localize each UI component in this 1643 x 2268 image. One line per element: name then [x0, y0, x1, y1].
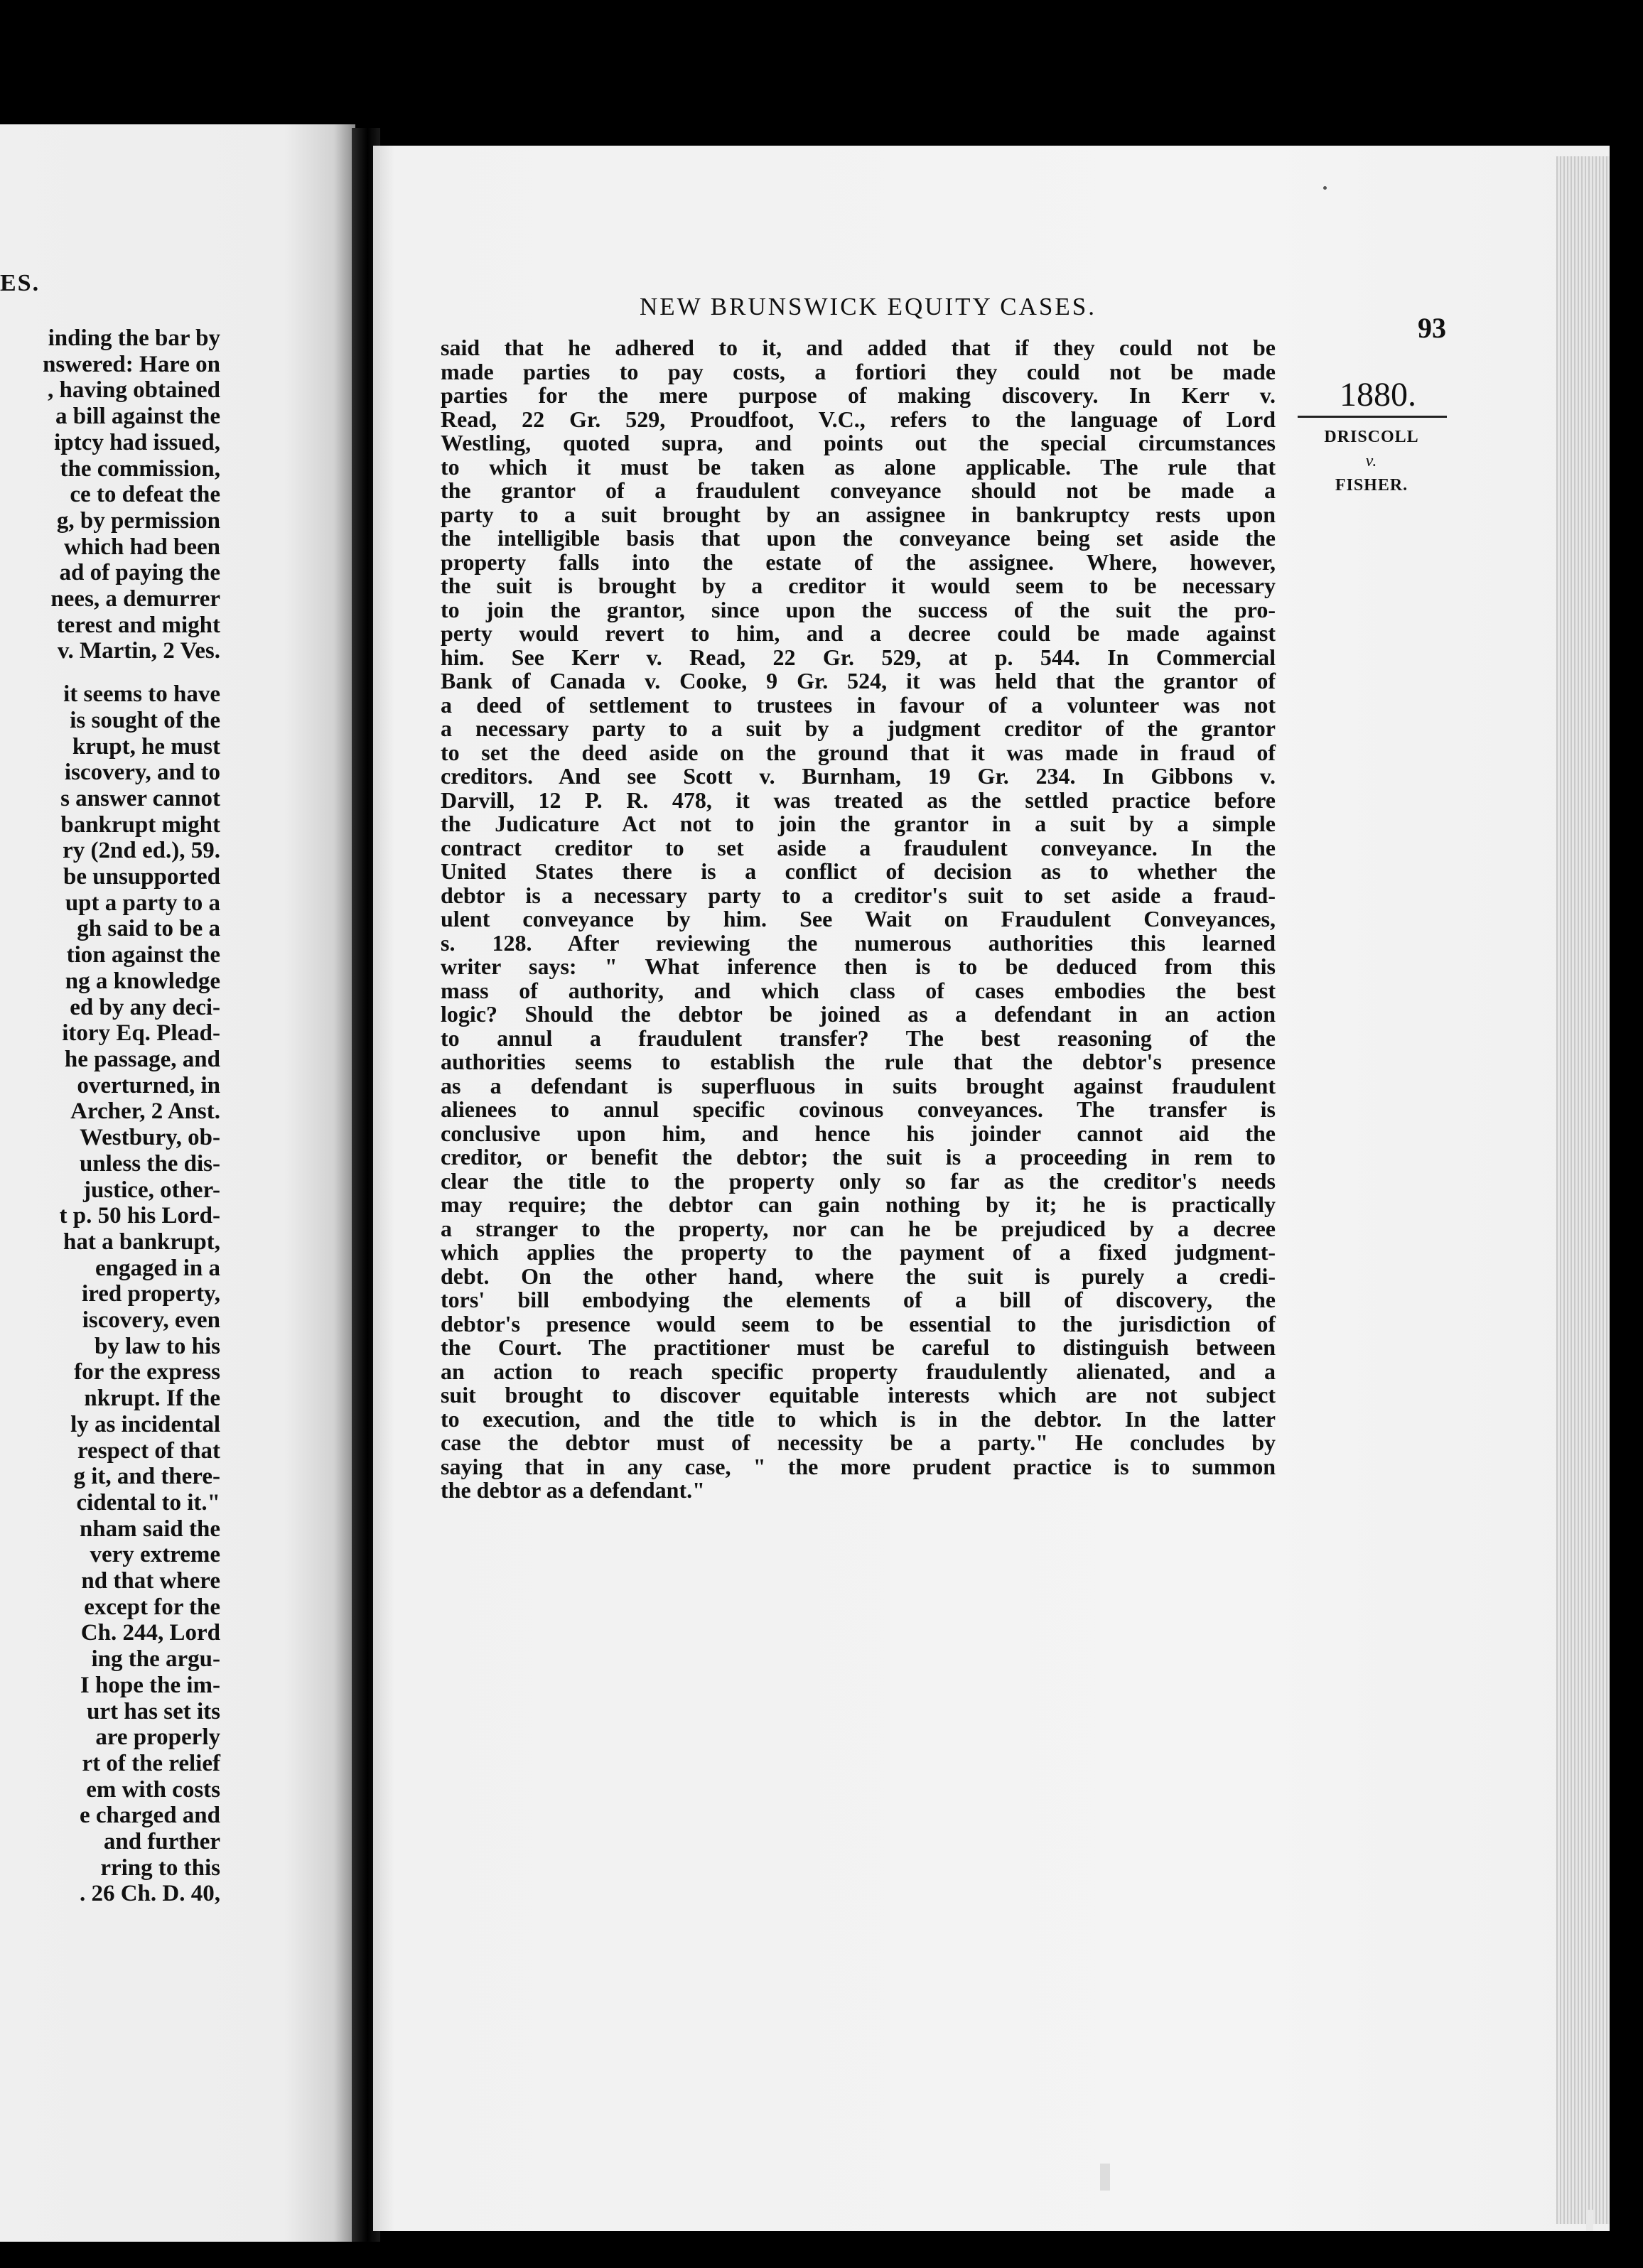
text-line: iscovery, and to: [64, 760, 220, 786]
text-line: to which it must be taken as alone applicable. The rule that: [441, 453, 1276, 480]
text-line: the intelligible basis that upon the conveyance being set aside the: [441, 525, 1276, 551]
text-line: and further: [103, 1829, 220, 1855]
text-line: logic? Should the debtor be joined as a defendant in an action: [441, 1001, 1276, 1027]
text-line: contract creditor to set aside a fraudulent conveyance. In the: [441, 834, 1276, 860]
text-line: ad of paying the: [59, 560, 220, 586]
text-line: Darvill, 12 P. R. 478, it was treated as the settled practice before: [441, 787, 1276, 813]
text-line: ing the argu-: [91, 1646, 220, 1673]
text-line: cidental to it.": [76, 1489, 220, 1516]
text-line: him. See Kerr v. Read, 22 Gr. 529, at p. 544. In Commercial: [441, 644, 1276, 670]
text-line: suit brought to discover equitable interests which are not subject: [441, 1382, 1276, 1408]
text-line: to join the grantor, since upon the success of the suit the pro-: [441, 596, 1276, 622]
text-line: krupt, he must: [72, 733, 220, 760]
text-line: the suit is brought by a creditor it would seem to be necessary: [441, 573, 1276, 598]
text-line: a necessary party to a suit by a judgment creditor of the grantor: [441, 716, 1276, 741]
text-line: by law to his: [95, 1333, 220, 1359]
text-line: debtor is a necessary party to a creditor's suit to set aside a fraud-: [441, 882, 1276, 908]
text-line: ce to defeat the: [70, 482, 220, 508]
text-line: the Court. The practitioner must be careful to distinguish between: [441, 1334, 1276, 1360]
text-line: alienees to annul specific covinous conveyances. The transfer is: [441, 1096, 1276, 1122]
text-line: e charged and: [80, 1803, 220, 1829]
text-line: ly as incidental: [70, 1411, 220, 1437]
text-line: justice, other-: [82, 1177, 220, 1203]
text-line: g it, and there-: [73, 1464, 220, 1490]
text-line: em with costs: [86, 1776, 220, 1803]
text-line: are properly: [95, 1724, 220, 1751]
case-caption: [1300, 425, 1443, 497]
body-text: [441, 336, 1276, 1503]
text-line: authorities seems to establish the rule that the debtor's presence: [441, 1049, 1276, 1074]
text-line: creditors. And see Scott v. Burnham, 19 Gr. 234. In Gibbons v.: [441, 763, 1276, 789]
text-line: as a defendant is superfluous in suits brought against fraudulent: [441, 1072, 1276, 1098]
text-line: iscovery, even: [82, 1307, 220, 1334]
text-line: ed by any deci-: [70, 994, 220, 1020]
text-line: rring to this: [100, 1854, 220, 1881]
text-line: mass of authority, and which class of cases embodies the best: [441, 977, 1276, 1003]
print-speck: [1100, 2164, 1110, 2191]
text-line: parties for the mere purpose of making discovery. In Kerr v.: [441, 382, 1276, 408]
text-line: ry (2nd ed.), 59.: [63, 838, 220, 864]
facing-page-left: [0, 124, 355, 2242]
text-line: ng a knowledge: [65, 968, 220, 994]
text-line: Westbury, ob-: [79, 1125, 220, 1151]
page-number: 93: [1418, 312, 1446, 344]
text-line: Archer, 2 Anst.: [70, 1098, 220, 1125]
text-line: clear the title to the property only so far as the creditor's needs: [441, 1167, 1276, 1194]
text-line: for the express: [74, 1359, 220, 1386]
text-line: respect of that: [77, 1437, 220, 1464]
text-line: a bill against the: [55, 404, 220, 430]
text-line: the commission,: [60, 455, 220, 482]
text-line: . 26 Ch. D. 40,: [79, 1881, 220, 1907]
text-line: Westling, quoted supra, and points out the special circumstances: [441, 430, 1276, 455]
text-line: to set the deed aside on the ground that it was made in fraud of: [441, 739, 1276, 765]
text-line: debt. On the other hand, where the suit is purely a credi-: [441, 1263, 1276, 1289]
text-line: itory Eq. Plead-: [62, 1020, 220, 1047]
text-line: t p. 50 his Lord-: [59, 1203, 220, 1229]
text-line: ired property,: [82, 1281, 220, 1307]
text-line: the Judicature Act not to join the grantor in a suit by a simple: [441, 811, 1276, 836]
text-line: United States there is a conflict of decision as to whether the: [441, 858, 1276, 884]
left-page-running-head: ES.: [0, 270, 41, 296]
text-line: said that he adhered to it, and added that if they could not be: [441, 335, 1276, 360]
text-line: a deed of settlement to trustees in favour of a volunteer was not: [441, 691, 1276, 718]
text-line: may require; the debtor can gain nothing by it; he is practically: [441, 1192, 1276, 1217]
text-line: nswered: Hare on: [43, 351, 220, 377]
left-page-text: [0, 325, 220, 1907]
case-party-1: DRISCOLL: [1324, 428, 1419, 446]
case-party-2: FISHER.: [1335, 476, 1408, 495]
text-line: s answer cannot: [60, 785, 220, 811]
text-line: bankrupt might: [60, 811, 220, 838]
text-line: it seems to have: [63, 681, 220, 708]
text-line: case the debtor must of necessity be a party." He concludes by: [441, 1430, 1276, 1455]
text-line: a stranger to the property, nor can he be prejudiced by a decree: [441, 1215, 1276, 1241]
text-line: inding the bar by: [48, 325, 220, 351]
case-versus: v.: [1365, 452, 1378, 470]
margin-year: 1880.: [1340, 376, 1416, 414]
text-line: s. 128. After reviewing the numerous authorities this learned: [441, 929, 1276, 956]
text-line: Ch. 244, Lord: [80, 1620, 220, 1646]
print-speck: [1586, 2210, 1593, 2231]
text-line: tors' bill embodying the elements of a bill of discovery, the: [441, 1287, 1276, 1312]
text-line: made parties to pay costs, a fortiori they could not be made: [441, 358, 1276, 384]
text-line: which had been: [63, 534, 220, 560]
text-line: Bank of Canada v. Cooke, 9 Gr. 524, it was held that the grantor of: [441, 668, 1276, 693]
text-line: , having obtained: [48, 377, 220, 404]
text-line: upt a party to a: [65, 890, 220, 916]
text-line: debtor's presence would seem to be essential to the jurisdiction of: [441, 1310, 1276, 1336]
running-head: NEW BRUNSWICK EQUITY CASES.: [640, 293, 1097, 320]
text-line: ulent conveyance by him. See Wait on Fraudulent Conveyances,: [441, 906, 1276, 932]
text-line: iptcy had issued,: [54, 429, 220, 455]
text-line: I hope the im-: [80, 1672, 220, 1698]
text-line: nham said the: [79, 1516, 220, 1542]
text-line: conclusive upon him, and hence his joinder cannot aid the: [441, 1120, 1276, 1146]
text-line: party to a suit brought by an assignee in bankruptcy rests upon: [441, 501, 1276, 527]
text-line: tion against the: [66, 942, 220, 968]
text-line: Read, 22 Gr. 529, Proudfoot, V.C., refers to the language of Lord: [441, 406, 1276, 432]
text-line: except for the: [84, 1594, 220, 1620]
text-line: unless the dis-: [79, 1150, 220, 1177]
text-line: nd that where: [81, 1568, 220, 1594]
text-line: be unsupported: [63, 864, 220, 890]
text-line: hat a bankrupt,: [63, 1228, 220, 1255]
text-line: g, by permission: [56, 507, 220, 534]
text-line: the grantor of a fraudulent conveyance should not be made a: [441, 477, 1276, 503]
text-line: saying that in any case, " the more prudent practice is to summon: [441, 1453, 1276, 1479]
text-line: property falls into the estate of the assignee. Where, however,: [441, 549, 1276, 575]
text-line: nees, a demurrer: [50, 586, 220, 612]
text-line: terest and might: [56, 612, 220, 638]
margin-rule: [1298, 416, 1447, 418]
text-line: creditor, or benefit the debtor; the suit is a proceeding in rem to: [441, 1144, 1276, 1170]
text-line: urt has set its: [87, 1698, 220, 1724]
text-line: perty would revert to him, and a decree could be made against: [441, 620, 1276, 646]
text-line: to execution, and the title to which is in the debtor. In the latter: [441, 1405, 1276, 1432]
text-line: nkrupt. If the: [84, 1386, 220, 1412]
text-line: very extreme: [90, 1542, 220, 1568]
text-line: is sought of the: [70, 707, 220, 733]
text-line: to annul a fraudulent transfer? The best reasoning of the: [441, 1025, 1276, 1051]
text-line: gh said to be a: [77, 916, 220, 942]
text-line: overturned, in: [77, 1072, 220, 1098]
text-line: rt of the relief: [82, 1750, 220, 1776]
text-line: writer says: " What inference then is to be deduced from this: [441, 954, 1276, 979]
text-line: [0, 664, 220, 681]
text-line: an action to reach specific property fraudulently alienated, and a: [441, 1358, 1276, 1384]
text-line: which applies the property to the payment of a fixed judgment-: [441, 1239, 1276, 1265]
page-edge-stack: [1556, 156, 1610, 2224]
text-line: the debtor as a defendant.": [441, 1477, 705, 1503]
print-speck: [1323, 186, 1327, 190]
text-line: he passage, and: [64, 1046, 220, 1072]
text-line: v. Martin, 2 Ves.: [57, 638, 220, 664]
text-line: engaged in a: [95, 1255, 220, 1281]
